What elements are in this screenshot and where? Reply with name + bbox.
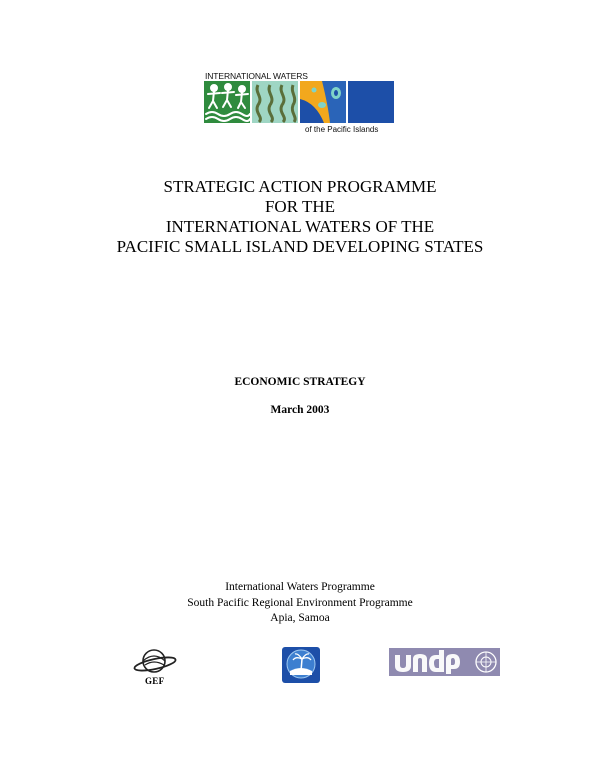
logo-subtitle: of the Pacific Islands — [305, 125, 379, 134]
logo-panels-icon — [204, 81, 398, 125]
sprep-logo — [282, 647, 320, 683]
organization-block — [0, 580, 600, 627]
undp-un-emblem-icon — [389, 648, 500, 676]
organization-line: South Pacific Regional Environment Programme — [187, 596, 413, 609]
organization-line: International Waters Programme — [225, 581, 375, 593]
international-waters-logo — [204, 71, 398, 137]
title-line: INTERNATIONAL WATERS OF THE — [165, 217, 435, 236]
title-line: FOR THE — [264, 197, 336, 216]
undp-logo — [389, 648, 500, 676]
organization-line: Apia, Samoa — [270, 612, 330, 624]
document-subtitle: ECONOMIC STRATEGY — [234, 376, 366, 388]
logo-title: INTERNATIONAL WATERS — [205, 71, 308, 81]
gef-logo — [133, 647, 179, 689]
title-line: STRATEGIC ACTION PROGRAMME — [163, 177, 437, 196]
gef-label: GEF — [145, 676, 165, 686]
island-palm-icon — [282, 647, 320, 683]
document-date: March 2003 — [270, 404, 330, 416]
title-line: PACIFIC SMALL ISLAND DEVELOPING STATES — [116, 237, 484, 256]
globe-icon — [133, 647, 179, 677]
document-title — [0, 177, 600, 257]
